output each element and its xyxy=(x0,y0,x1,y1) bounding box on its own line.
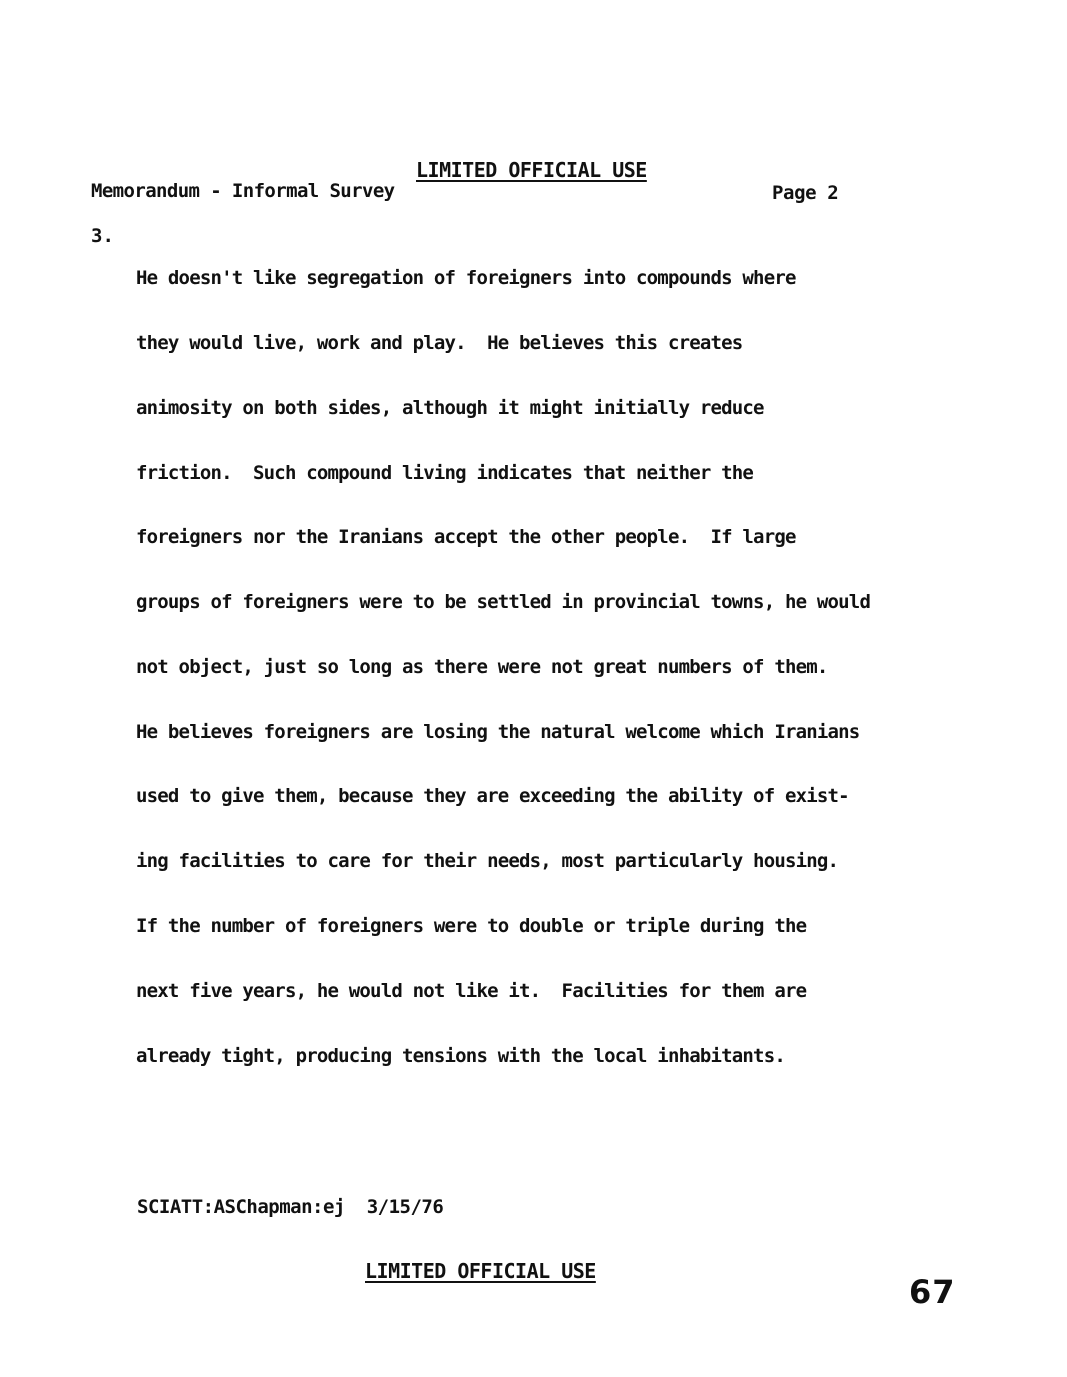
author-reference-line: SCIATT:ASChapman:ej 3/15/76 xyxy=(137,1196,444,1218)
paragraph-body xyxy=(136,225,870,1089)
classification-header: LIMITED OFFICIAL USE xyxy=(416,158,647,182)
paragraph-line: used to give them, because they are exceeding the ability of exist- xyxy=(136,785,849,808)
paragraph-number: 3. xyxy=(91,225,114,247)
paragraph-line: already tight, producing tensions with the local inhabitants. xyxy=(136,1044,785,1067)
paragraph-line: they would live, work and play. He believes this creates xyxy=(136,331,743,354)
paragraph-line: ing facilities to care for their needs, most particularly housing. xyxy=(136,850,839,873)
memo-subject: Memorandum - Informal Survey xyxy=(91,180,395,202)
paragraph-line: groups of foreigners were to be settled in provincial towns, he would xyxy=(136,591,871,614)
paragraph-line: foreigners nor the Iranians accept the other people. If large xyxy=(136,526,796,549)
paragraph-line: next five years, he would not like it. Facilities for them are xyxy=(136,979,807,1002)
classification-footer: LIMITED OFFICIAL USE xyxy=(365,1259,596,1283)
page-number: 67 xyxy=(909,1273,956,1311)
paragraph-line: He doesn't like segregation of foreigners into compounds where xyxy=(136,267,796,290)
paragraph-line: not object, just so long as there were not great numbers of them. xyxy=(136,655,828,678)
paragraph-line: If the number of foreigners were to double or triple during the xyxy=(136,915,807,937)
paragraph-line: friction. Such compound living indicates that neither the xyxy=(136,461,754,484)
page-label: Page 2 xyxy=(772,182,839,204)
paragraph-line: animosity on both sides, although it might initially reduce xyxy=(136,396,764,419)
paragraph-line: He believes foreigners are losing the natural welcome which Iranians xyxy=(136,720,860,743)
